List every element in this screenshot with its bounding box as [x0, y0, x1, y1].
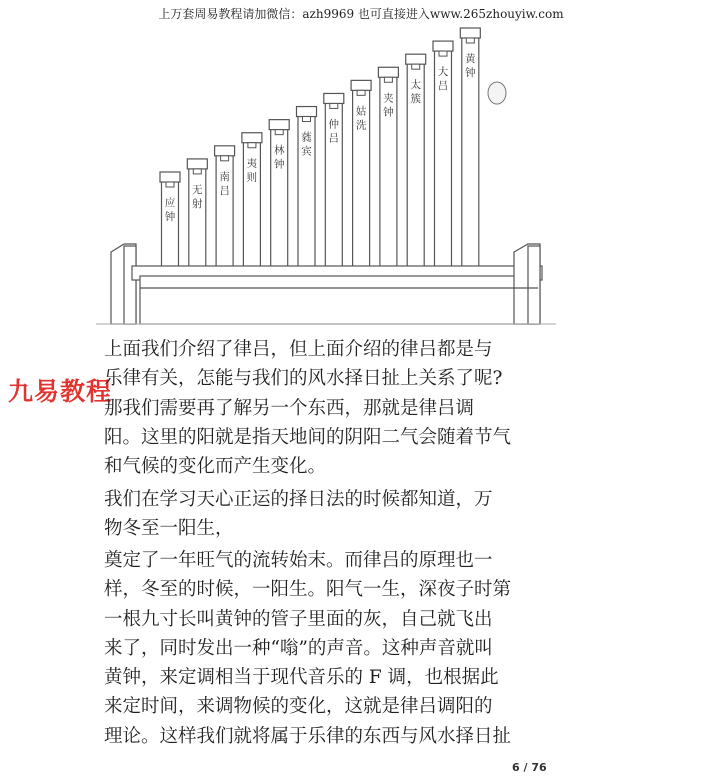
pipe-label: 簇 [410, 93, 421, 106]
pipe-label: 洗 [355, 119, 367, 132]
pipe-label: 宾 [301, 145, 312, 158]
text-line: 那我们需要再了解另一个东西，那就是律吕调 [104, 397, 475, 419]
pipe-label: 大 [437, 66, 449, 79]
text-line: 物冬至一阳生， [104, 518, 234, 540]
pipe [160, 172, 180, 272]
text-line: 阳。这里的阳就是指天地间的阴阳二气会随着节气 [104, 426, 512, 448]
text-line: 乐律有关，怎能与我们的风水择日扯上关系了呢? [104, 368, 503, 390]
pipe [187, 159, 207, 272]
pipe-label: 夷 [246, 157, 258, 170]
text-line: 来定时间，来调物候的变化，这就是律吕调阳的 [104, 696, 493, 718]
pipe [351, 80, 371, 272]
watermark-logo: 九易教程 [8, 377, 113, 406]
pipe [324, 93, 344, 272]
page-number: 6 / 76 [512, 761, 547, 774]
pipe-label: 吕 [328, 132, 340, 145]
paragraph-1 [104, 335, 552, 481]
pipe-label: 钟 [465, 67, 476, 79]
page-header: 上万套周易教程请加微信：azh9969 也可直接进入www.265zhouyiw.com [158, 7, 564, 21]
text-line: 理论。这样我们就将属于乐律的东西与风水择日扯 [104, 725, 512, 747]
text-line: 一根九寸长叫黄钟的管子里面的灰，自己就飞出 [104, 608, 493, 630]
pipe-label: 黄 [465, 53, 476, 65]
pipe [460, 28, 480, 272]
pipe-label: 蕤 [301, 131, 312, 144]
pipe-label: 钟 [164, 211, 176, 223]
text-line: 黄钟，来定调相当于现代音乐的 F 调，也根据此 [104, 667, 499, 689]
pipe [406, 54, 426, 272]
pipe [269, 120, 289, 272]
text-line: 我们在学习天心正运的择日法的时候都知道，万 [104, 489, 493, 510]
pipe-label: 射 [192, 197, 203, 210]
text-line: 和气候的变化而产生变化。 [104, 456, 327, 478]
pipe-label: 则 [246, 171, 258, 184]
pipe-label: 夹 [383, 92, 394, 105]
pipe-label: 钟 [383, 106, 394, 119]
pipe [242, 133, 262, 272]
pipe-label: 应 [164, 197, 176, 209]
pipe [215, 146, 235, 272]
text-line: 样，冬至的时候，一阳生。阳气一生，深夜子时第 [104, 579, 512, 601]
pipe [378, 67, 398, 272]
pipe-label: 吕 [437, 80, 449, 93]
pipe-label: 太 [410, 79, 421, 92]
text-line: 上面我们介绍了律吕，但上面介绍的律吕都是与 [104, 339, 493, 360]
pipe [433, 41, 453, 272]
pitch-pipes-illustration [96, 20, 556, 326]
pipe-label: 林 [273, 144, 285, 157]
paragraph-3 [104, 546, 552, 751]
moon-disc [488, 82, 506, 104]
pipe-label: 吕 [219, 184, 230, 197]
paragraph-2 [104, 485, 552, 544]
pipe [297, 107, 317, 272]
pipe-label: 钟 [273, 158, 285, 171]
pipes-group [160, 28, 480, 272]
text-line: 奠定了一年旺气的流转始末。而律吕的原理也一 [104, 550, 493, 571]
text-line: 来了，同时发出一种“嗡”的声音。这种声音就叫 [104, 637, 493, 659]
pipe-label: 南 [219, 170, 230, 183]
pipe-label: 仲 [328, 118, 340, 131]
pipe-label: 姑 [355, 105, 367, 118]
pipe-label: 无 [192, 183, 203, 196]
